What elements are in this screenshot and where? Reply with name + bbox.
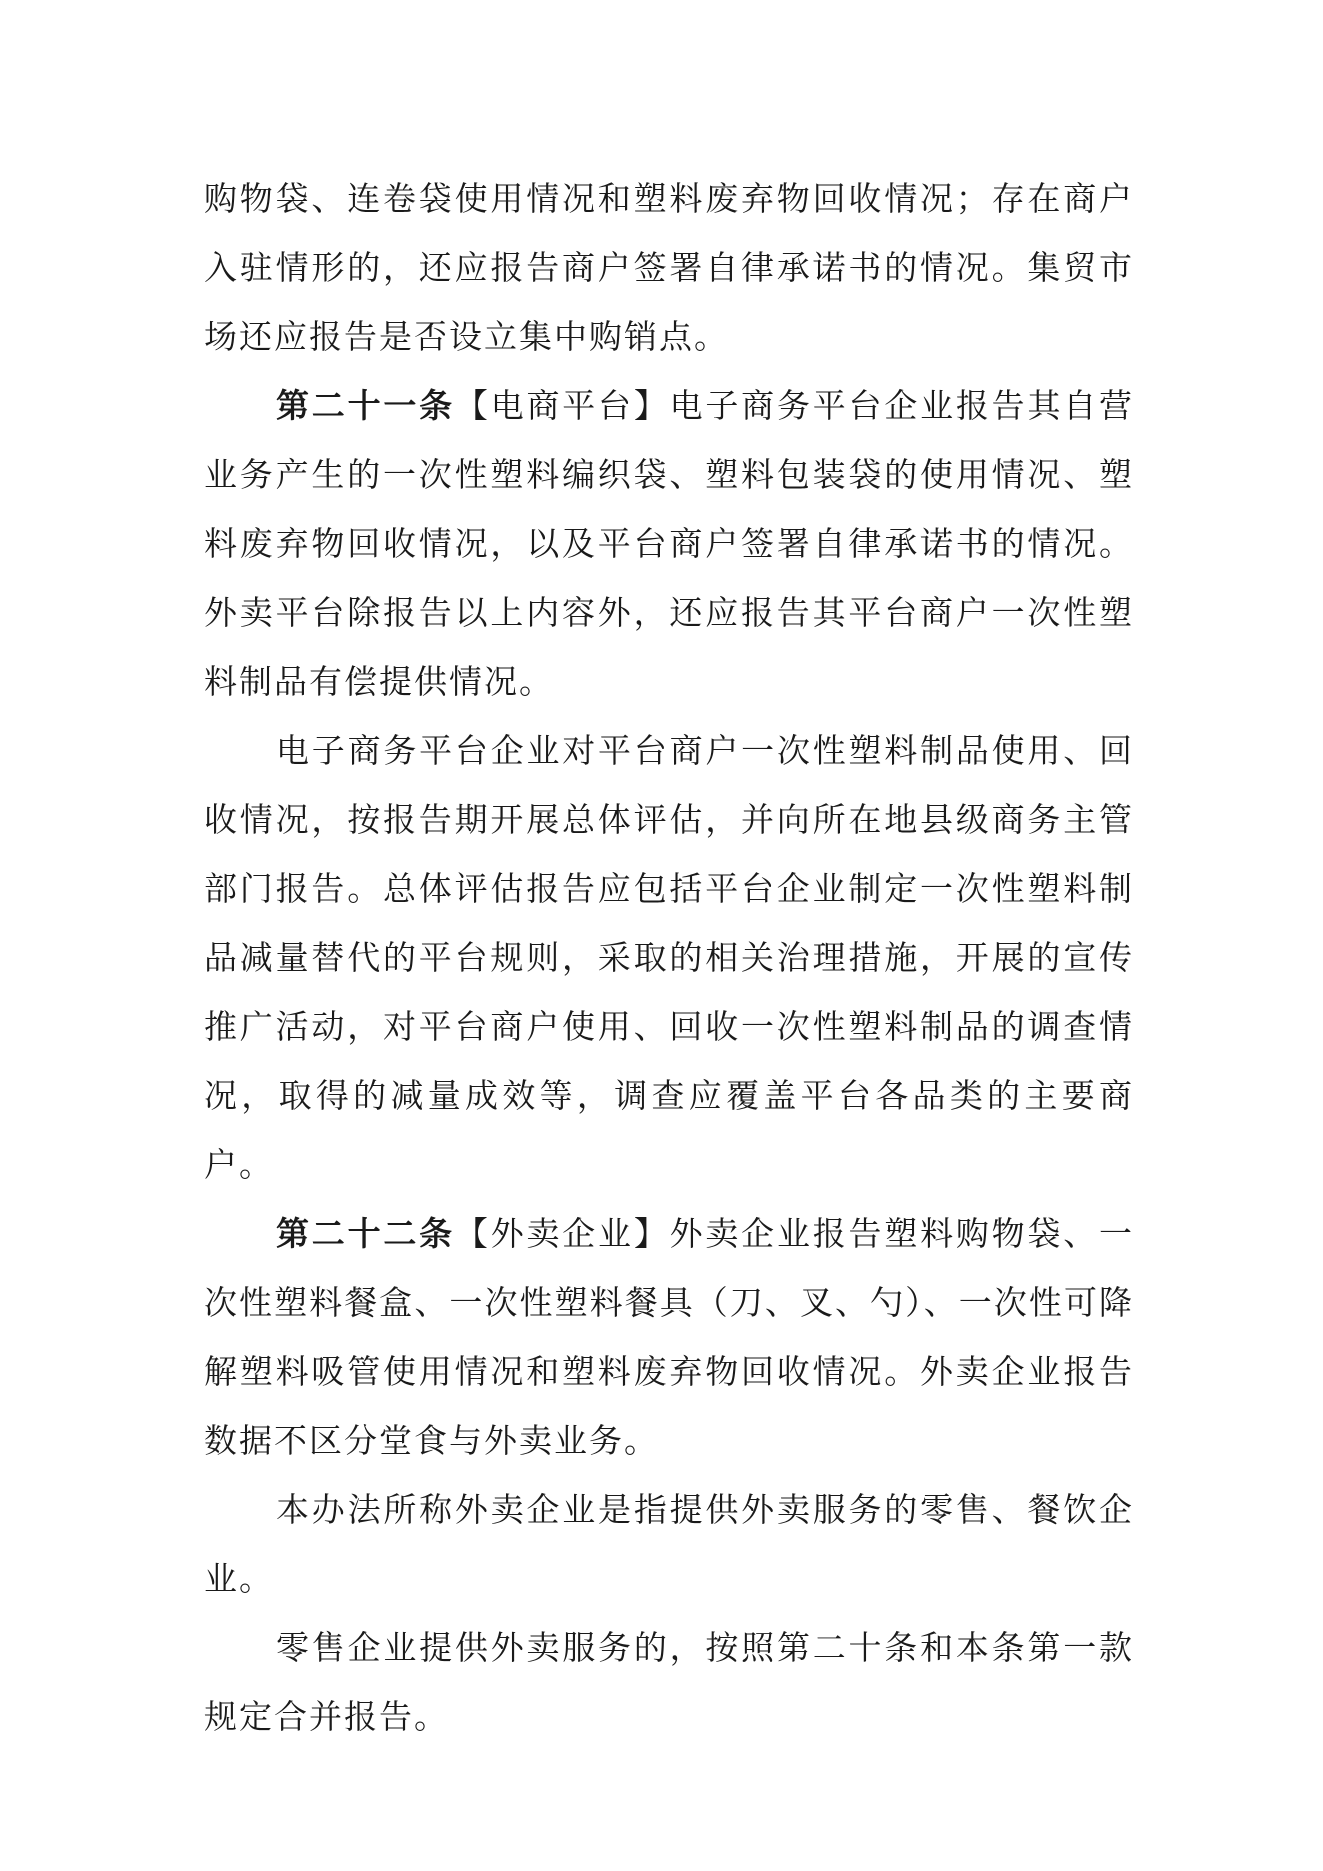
paragraph-continuation bbox=[204, 164, 1134, 371]
article-number: 第二十一条 bbox=[276, 386, 455, 425]
paragraph-text: 零售企业提供外卖服务的，按照第二十条和本条第一款规定合并报告。 bbox=[204, 1628, 1134, 1736]
paragraph-text: 【外卖企业】外卖企业报告塑料购物袋、一次性塑料餐盒、一次性塑料餐具（刀、叉、勺）、一次性可降解塑料吸管使用情况和塑料废弃物回收情况。外卖企业报告数据不区分堂食与外卖业务。 bbox=[204, 1214, 1135, 1460]
paragraph-text: 本办法所称外卖企业是指提供外卖服务的零售、餐饮企业。 bbox=[204, 1490, 1134, 1598]
paragraph-text: 【电商平台】电子商务平台企业报告其自营业务产生的一次性塑料编织袋、塑料包装袋的使用情况、塑料废弃物回收情况，以及平台商户签署自律承诺书的情况。外卖平台除报告以上内容外，还应报告其平台商户一次性塑料制品有偿提供情况。 bbox=[204, 386, 1135, 701]
paragraph-text: 电子商务平台企业对平台商户一次性塑料制品使用、回收情况，按报告期开展总体评估，并向所在地县级商务主管部门报告。总体评估报告应包括平台企业制定一次性塑料制品减量替代的平台规则，采取的相关治理措施，开展的宣传推广活动，对平台商户使用、回收一次性塑料制品的调查情况，取得的减量成效等，调查应覆盖平台各品类的主要商户。 bbox=[204, 731, 1134, 1184]
paragraph-ecommerce-assessment bbox=[204, 716, 1134, 1199]
paragraph-retail-takeaway bbox=[204, 1613, 1134, 1751]
article-number: 第二十二条 bbox=[276, 1214, 455, 1253]
article-22 bbox=[204, 1199, 1134, 1475]
paragraph-text: 购物袋、连卷袋使用情况和塑料废弃物回收情况；存在商户入驻情形的，还应报告商户签署自律承诺书的情况。集贸市场还应报告是否设立集中购销点。 bbox=[204, 179, 1134, 356]
article-21 bbox=[204, 371, 1134, 716]
paragraph-takeaway-definition bbox=[204, 1475, 1134, 1613]
document-body bbox=[204, 164, 1134, 1751]
